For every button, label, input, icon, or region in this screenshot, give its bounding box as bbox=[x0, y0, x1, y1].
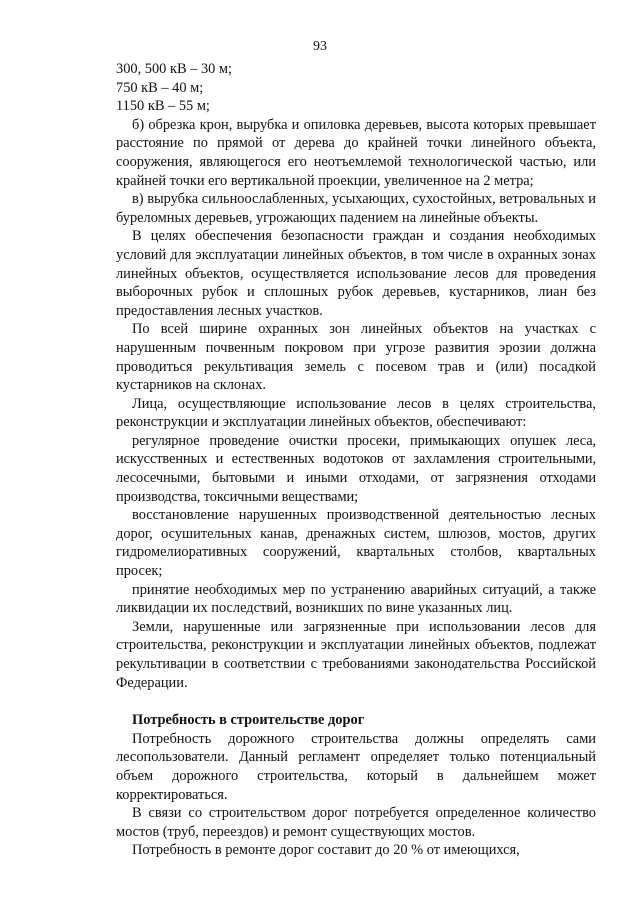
page-number: 93 bbox=[313, 39, 327, 54]
paragraph-road-demand: Потребность дорожного строительства должны определять сами лесопользователи. Данный регламент определяет только потенциальный объем дорожного строительства, который в дальнейшем может корректироваться. bbox=[116, 730, 596, 803]
section-spacer bbox=[116, 692, 596, 711]
paragraph-safety: В целях обеспечения безопасности граждан и создания необходимых условий для эксплуатации линейных объектов, в том числе в охранных зонах линейных объектов, осуществляется использование лесов для проведения выборочных рубок и сплошных рубок деревьев, кустарников, лиан без предоставления лесных участков. bbox=[116, 228, 596, 319]
paragraph-item-b: б) обрезка крон, вырубка и опиловка деревьев, высота которых превышает расстояние по прямой от дерева до крайней точки линейного объекта, сооружения, являющегося его неотъемлемой технологической частью, или крайней точки его вертикальной проекции, увеличенное на 2 метра; bbox=[116, 116, 596, 189]
paragraph-obligation-restoration: восстановление нарушенных производственной деятельностью лесных дорог, осушительных канав, дренажных систем, шлюзов, мостов, других гидромелиоративных сооружений, квартальных столбов, квартальных просек; bbox=[116, 507, 596, 580]
document-body bbox=[116, 60, 596, 860]
paragraph-road-repair: Потребность в ремонте дорог составит до 20 % от имеющихся, bbox=[132, 842, 520, 859]
paragraph-obligation-emergency: принятие необходимых мер по устранению аварийных ситуаций, а также ликвидации их последствий, возникших по вине указанных лиц. bbox=[116, 581, 596, 617]
paragraph-obligations-intro: Лица, осуществляющие использование лесов в целях строительства, реконструкции и эксплуатации линейных объектов, обеспечивают: bbox=[116, 395, 596, 431]
list-item-voltage-750: 750 кВ – 40 м; bbox=[116, 79, 204, 96]
list-item-voltage-1150: 1150 кВ – 55 м; bbox=[116, 98, 210, 115]
paragraph-bridges: В связи со строительством дорог потребуется определенное количество мостов (труб, переездов) и ремонт существующих мостов. bbox=[116, 805, 596, 840]
list-item-voltage-300-500: 300, 500 кВ – 30 м; bbox=[116, 61, 233, 77]
paragraph-recultivation: По всей ширине охранных зон линейных объектов на участках с нарушенным почвенным покровом при угрозе развития эрозии должна проводиться рекультивация земель с посевом трав и (или) посадкой кустарников на склонах. bbox=[116, 321, 596, 394]
paragraph-obligation-cleaning: регулярное проведение очистки просеки, примыкающих опушек леса, искусственных и естественных водотоков от захламления строительными, лесосечными, бытовыми и иными отходами, от загрязнения отходами производства, токсичными веществами; bbox=[116, 432, 596, 505]
paragraph-item-v: в) вырубка сильноослабленных, усыхающих, сухостойных, ветровальных и буреломных деревьев, угрожающих падением на линейные объекты. bbox=[116, 191, 596, 226]
section-heading-roads: Потребность в строительстве дорог bbox=[132, 712, 365, 729]
paragraph-disturbed-lands: Земли, нарушенные или загрязненные при использовании лесов для строительства, реконструкции и эксплуатации линейных объектов, подлежат рекультивации в соответствии с требованиями законодательства Российской Федерации. bbox=[116, 618, 596, 691]
